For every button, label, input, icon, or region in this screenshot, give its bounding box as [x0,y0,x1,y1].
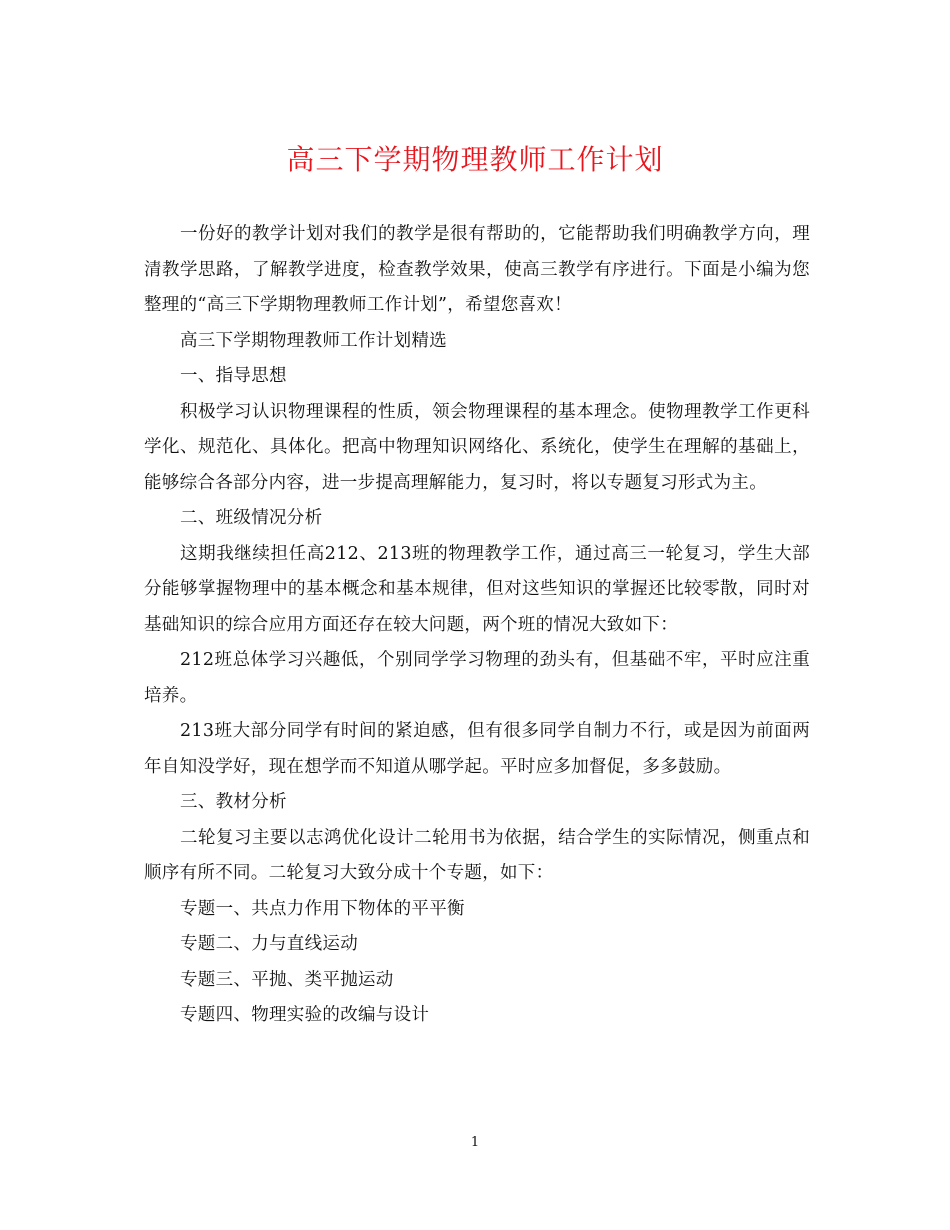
paragraph-subtitle: 高三下学期物理教师工作计划精选 [180,330,447,351]
topic-item-4: 专题四、物理实验的改编与设计 [180,1005,430,1025]
document-title: 高三下学期物理教师工作计划 [286,143,664,176]
topic-item-1: 专题一、共点力作用下物体的平平衡 [180,898,465,919]
topic-item-2: 专题二、力与直线运动 [180,934,358,954]
paragraph-textbook-analysis: 二轮复习主要以志鸿优化设计二轮用书为依据，结合学生的实际情况，侧重点和顺序有所不同。二轮复习大致分成十个专题，如下： [144,827,810,883]
page-number: 1 [470,1135,480,1150]
topic-item-3: 专题三、平抛、类平抛运动 [180,969,394,990]
section-heading-textbook-analysis: 三、教材分析 [180,792,287,812]
section-heading-class-analysis: 二、班级情况分析 [180,508,323,528]
section-heading-guiding-thought: 一、指导思想 [180,366,287,386]
document-body [144,217,810,1034]
paragraph-class-analysis: 这期我继续担任高212、213班的物理教学工作，通过高三一轮复习，学生大部分能够掌握物理中的基本概念和基本规律，但对这些知识的掌握还比较零散，同时对基础知识的综合应用方面还存在较大问题，两个班的情况大致如下： [144,543,810,635]
paragraph-class-213: 213班大部分同学有时间的紧迫感，但有很多同学自制力不行，或是因为前面两年自知没学好，现在想学而不知道从哪学起。平时应多加督促，多多鼓励。 [144,721,810,777]
paragraph-class-212: 212班总体学习兴趣低，个别同学学习物理的劲头有，但基础不牢，平时应注重培养。 [144,650,810,706]
paragraph-guiding-thought: 积极学习认识物理课程的性质，领会物理课程的基本理念。使物理教学工作更科学化、规范化、具体化。把高中物理知识网络化、系统化，使学生在理解的基础上，能够综合各部分内容，进一步提高理解能力，复习时，将以专题复习形式为主。 [144,401,810,493]
paragraph-intro: 一份好的教学计划对我们的教学是很有帮助的，它能帮助我们明确教学方向，理清教学思路，了解教学进度，检查教学效果，使高三教学有序进行。下面是小编为您整理的“高三下学期物理教师工作计划”，希望您喜欢！ [144,224,810,315]
